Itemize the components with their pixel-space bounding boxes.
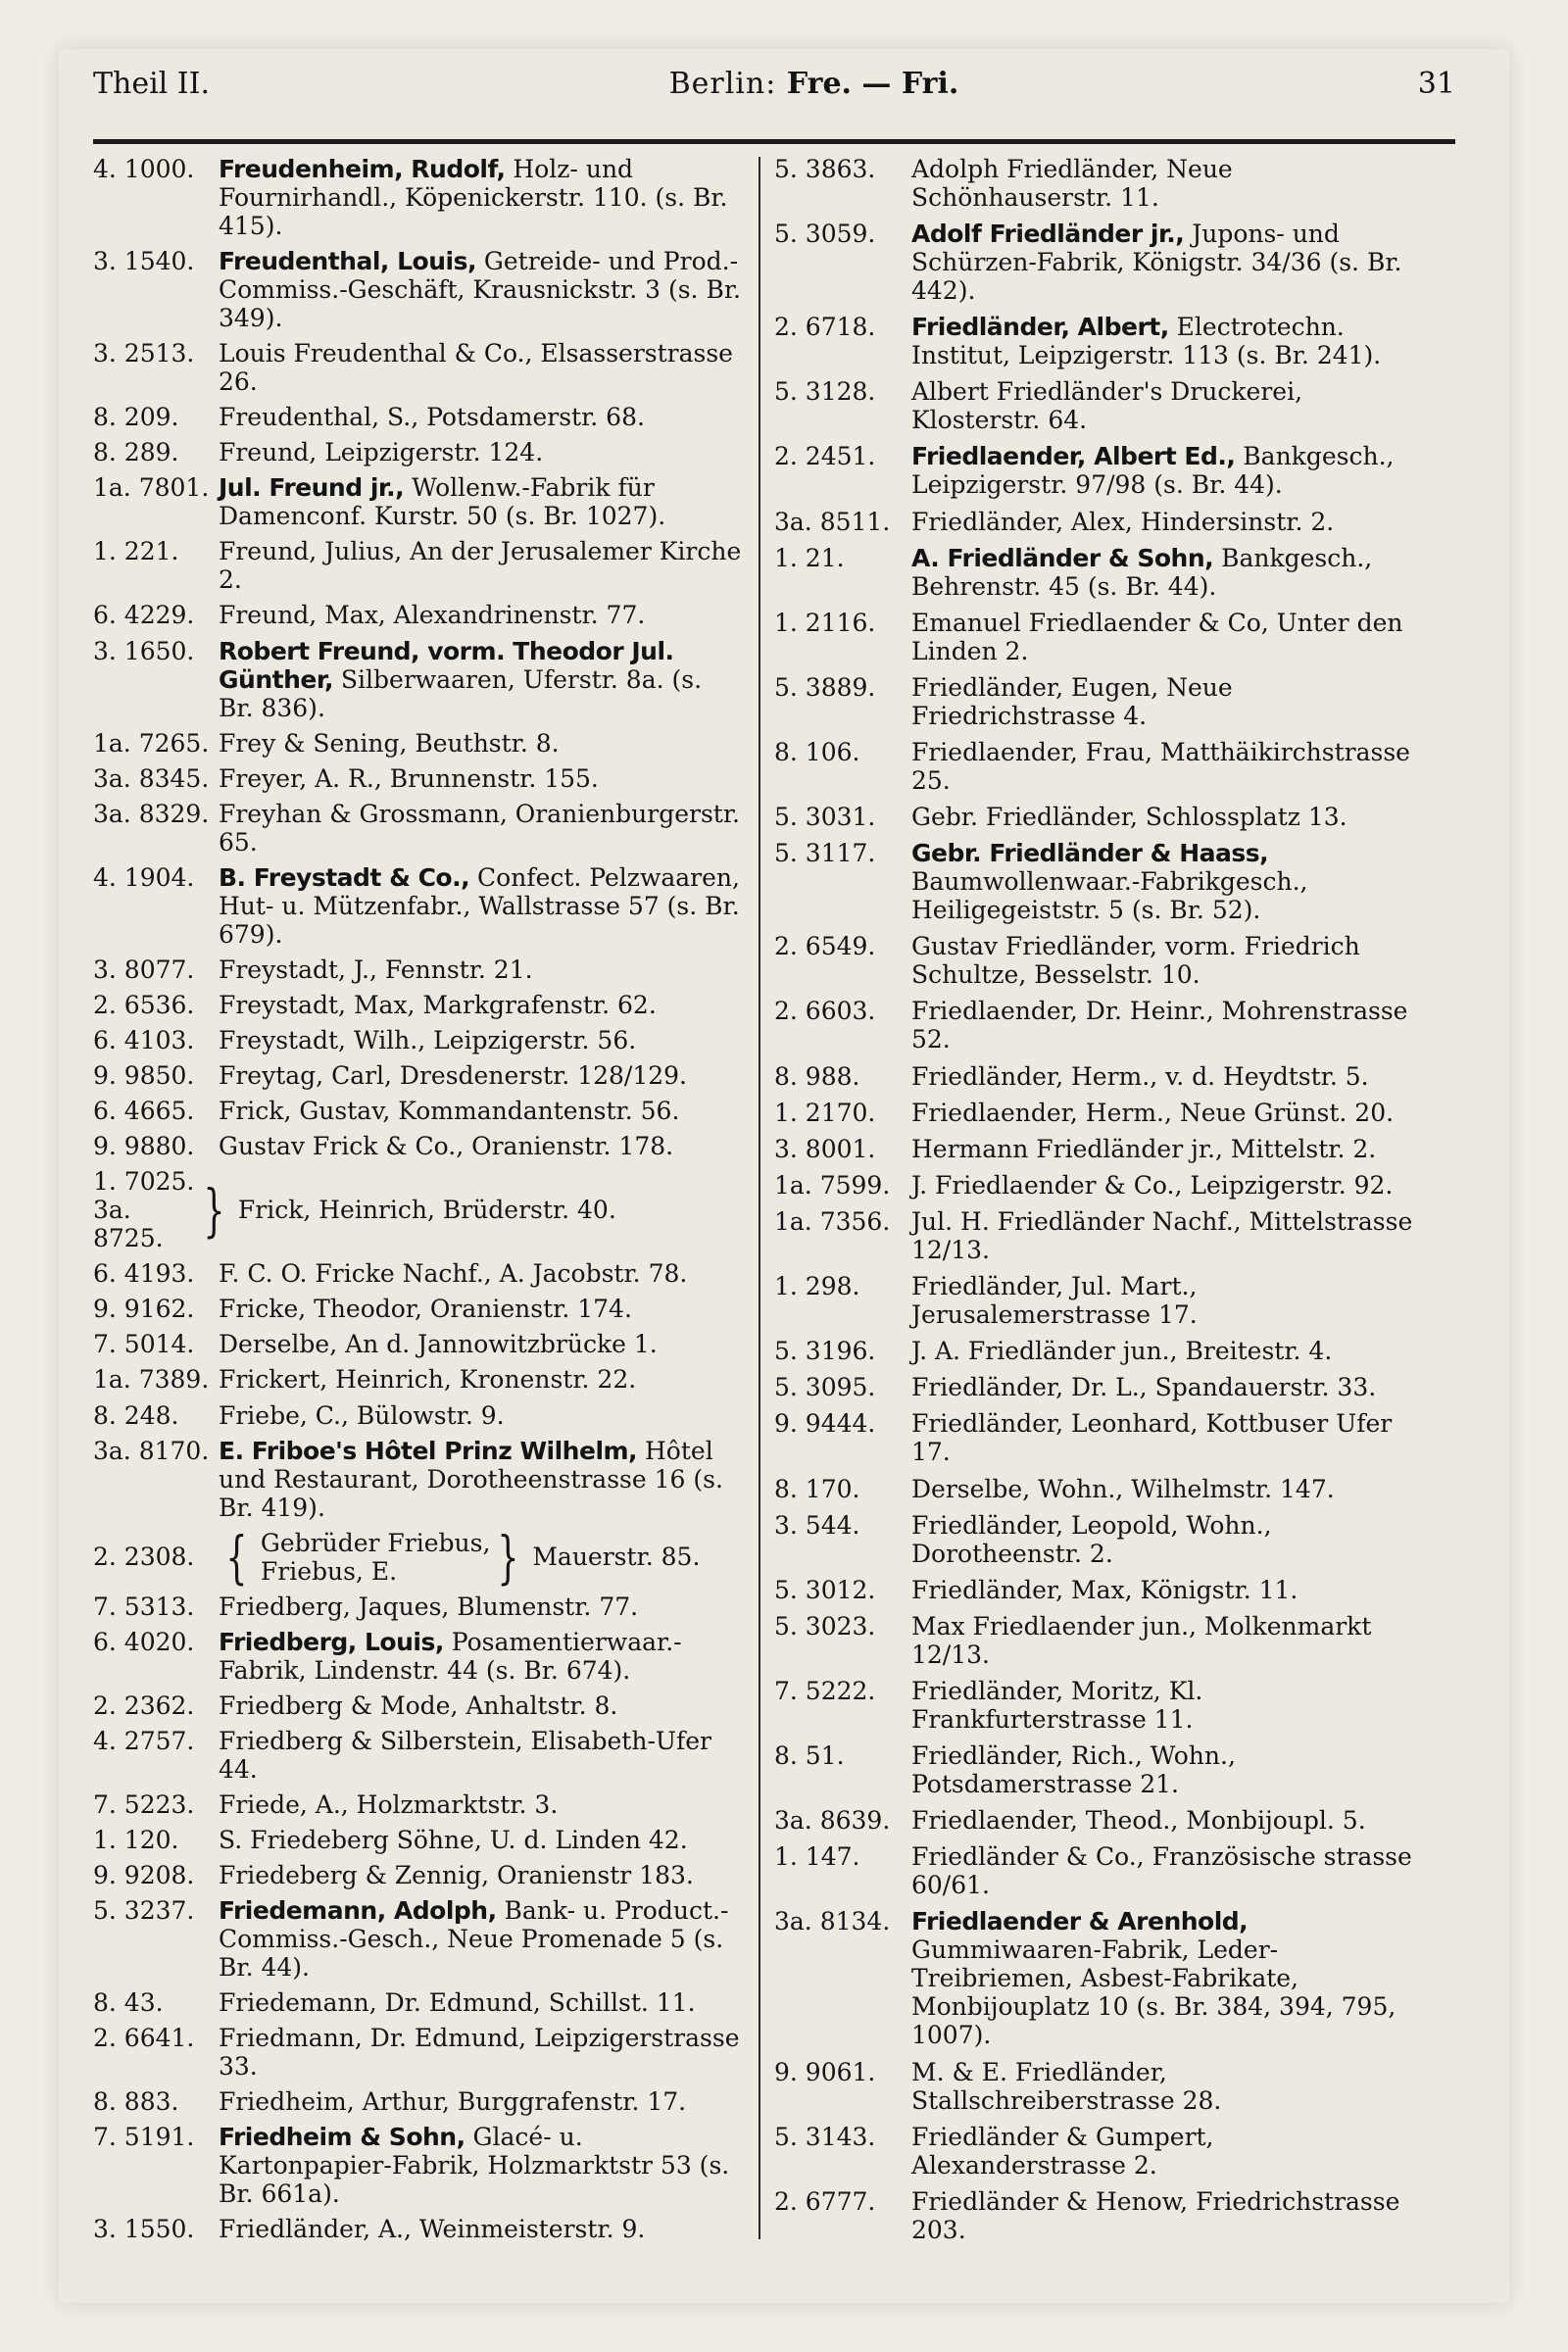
- entry-text: Freyer, A. R., Brunnenstr. 155.: [219, 763, 599, 793]
- entry-text: Friedberg, Louis, Posamentierwaar.-Fabrik, Lindenstr. 44 (s. Br. 674).: [219, 1627, 682, 1685]
- entry-text: Frey & Sening, Beuthstr. 8.: [219, 728, 560, 758]
- directory-entry: [774, 155, 1419, 212]
- directory-entry: [93, 339, 742, 396]
- entry-firm-name: Friedberg, Louis,: [219, 1627, 444, 1656]
- phone-number: 2. 2362.: [93, 1690, 195, 1720]
- entry-text: Frick, Gustav, Kommandantenstr. 56.: [219, 1097, 680, 1126]
- entry-text: Emanuel Friedlaender & Co, Unter den Linden 2.: [911, 608, 1403, 665]
- phone-number: 5. 3031.: [774, 803, 876, 832]
- entry-text: Freystadt, J., Fennstr. 21.: [219, 955, 533, 984]
- phone-number: 8. 106.: [774, 737, 860, 766]
- directory-entry: [93, 800, 742, 857]
- phone-number: 9. 9850.: [93, 1061, 195, 1090]
- directory-entry: [93, 1437, 742, 1522]
- entry-firm-name: Freudenheim, Rudolf,: [219, 155, 506, 183]
- phone-number: 3a. 8329.: [93, 799, 210, 828]
- phone-number: 1a. 7265.: [93, 728, 210, 758]
- entry-name: Friebus, E.: [260, 1556, 398, 1586]
- entry-text: Friedländer, Herm., v. d. Heydtstr. 5.: [911, 1061, 1369, 1091]
- phone-number: 2. 2451.: [774, 442, 876, 471]
- directory-entry: [774, 932, 1419, 989]
- entry-text: Friebe, C., Bülowstr. 9.: [219, 1400, 505, 1430]
- phone-number: 3. 1650.: [93, 636, 195, 665]
- entry-text: J. A. Friedländer jun., Breitestr. 4.: [911, 1337, 1333, 1366]
- entry-text: Gebr. Friedländer, Schlossplatz 13.: [911, 803, 1348, 832]
- entry-text: Friedheim & Sohn, Glacé- u. Kartonpapier-Fabrik, Holzmarktstr 53 (s. Br. 661a).: [219, 2123, 730, 2209]
- entry-text: Friedländer, Albert, Electrotechn. Institut, Leipzigerstr. 113 (s. Br. 241).: [911, 313, 1382, 370]
- phone-number: 2. 6641.: [93, 2024, 195, 2053]
- directory-entry: [774, 544, 1419, 601]
- phone-number: 6. 4020.: [93, 1627, 195, 1656]
- entry-text: Freund, Max, Alexandrinenstr. 77.: [219, 601, 646, 630]
- brace-glyph: {: [225, 1523, 248, 1591]
- entry-firm-name: Friedemann, Adolph,: [219, 1896, 497, 1926]
- entry-text: Friedlaender, Albert Ed., Bankgesch., Leipzigerstr. 97/98 (s. Br. 44).: [911, 442, 1395, 500]
- phone-number: 7. 5313.: [93, 1592, 195, 1621]
- phone-number: 8. 51.: [774, 1741, 845, 1771]
- directory-entry: [93, 438, 742, 466]
- entry-text: B. Freystadt & Co., Confect. Pelzwaaren, Hut- u. Mützenfabr., Wallstrasse 57 (s. Br. 679).: [219, 862, 740, 949]
- directory-entry: [93, 1628, 742, 1685]
- directory-entry: [93, 2215, 742, 2243]
- phone-number: 9. 9880.: [93, 1132, 195, 1161]
- entry-text: Friedländer & Gumpert, Alexanderstrasse 2.: [911, 2122, 1214, 2180]
- phone-number: 9. 9208.: [93, 1861, 195, 1890]
- directory-entry: [93, 1097, 742, 1125]
- entry-text: Louis Freudenthal & Co., Elsasserstrasse 26.: [219, 339, 733, 397]
- phone-number: 5. 3059.: [774, 220, 876, 249]
- directory-entry: [774, 1099, 1419, 1127]
- page-number: 31: [1417, 67, 1455, 101]
- entry-text: Hermann Friedländer jr., Mittelstr. 2.: [911, 1134, 1377, 1163]
- directory-entry: [774, 313, 1419, 369]
- entry-firm-name: Jul. Freund jr.,: [219, 473, 405, 503]
- entry-text: Max Friedlaender jun., Molkenmarkt 12/13.: [911, 1611, 1372, 1669]
- directory-entry: [93, 1401, 742, 1430]
- directory-entry: [93, 764, 742, 793]
- entry-text: Friedländer, Max, Königstr. 11.: [911, 1575, 1298, 1604]
- directory-entry: [774, 2187, 1419, 2244]
- entry-text: Adolf Friedländer jr., Jupons- und Schürzen-Fabrik, Königstr. 34/36 (s. Br. 442).: [911, 220, 1402, 306]
- phone-number: 5. 3143.: [774, 2122, 876, 2151]
- entry-text: E. Friboe's Hôtel Prinz Wilhelm, Hôtel und Restaurant, Dorotheenstrasse 16 (s. Br. 419).: [219, 1436, 723, 1522]
- directory-entry: [774, 508, 1419, 536]
- entry-text: Friedländer, Dr. L., Spandauerstr. 33.: [911, 1373, 1377, 1402]
- header-section: Theil II.: [93, 67, 211, 101]
- entry-text: Friedländer, A., Weinmeisterstr. 9.: [219, 2215, 646, 2244]
- phone-number: 8. 289.: [93, 438, 179, 467]
- entry-firm-name: Friedheim & Sohn,: [219, 2123, 466, 2152]
- directory-entry: [774, 1062, 1419, 1091]
- directory-entry: [93, 1259, 742, 1288]
- phone-number: 6. 4103.: [93, 1025, 195, 1054]
- phone-number: 7. 5223.: [93, 1789, 195, 1819]
- phone-number: 5. 3128.: [774, 377, 876, 407]
- header-city: Berlin:: [668, 67, 777, 101]
- phone-number: 9. 9444.: [774, 1409, 876, 1439]
- page-header: [93, 67, 1455, 116]
- entry-text: Friedländer, Rich., Wohn., Potsdamerstrasse 21.: [911, 1741, 1236, 1799]
- entry-text: Friedmann, Dr. Edmund, Leipzigerstrasse 33.: [219, 2024, 740, 2082]
- phone-number: 2. 2308.: [93, 1543, 195, 1572]
- directory-entry: [774, 1409, 1419, 1466]
- entry-firm-name: B. Freystadt & Co.,: [219, 862, 470, 892]
- entry-text: Frick, Heinrich, Brüderstr. 40.: [237, 1196, 616, 1225]
- phone-number: 3. 8001.: [774, 1134, 876, 1163]
- phone-number: 5. 3117.: [774, 839, 876, 868]
- entry-text: Jul. H. Friedländer Nachf., Mittelstrasse 12/13.: [911, 1206, 1413, 1264]
- right-column: [774, 155, 1419, 2244]
- header-title: [669, 67, 959, 101]
- entry-text: Jul. Freund jr., Wollenw.-Fabrik für Damenconf. Kurstr. 50 (s. Br. 1027).: [219, 473, 666, 531]
- entry-text: A. Friedländer & Sohn, Bankgesch., Behrenstr. 45 (s. Br. 44).: [911, 543, 1373, 601]
- directory-entry: [774, 803, 1419, 831]
- entry-text: Gustav Frick & Co., Oranienstr. 178.: [219, 1132, 674, 1161]
- directory-entry: [774, 2058, 1419, 2115]
- directory-entry: [774, 673, 1419, 730]
- directory-entry: [93, 2024, 742, 2081]
- phone-number: 1. 147.: [774, 1842, 860, 1872]
- phone-number: 3a. 8725.: [93, 1196, 164, 1253]
- directory-entry: [93, 473, 742, 530]
- brace-glyph: }: [497, 1523, 519, 1591]
- phone-number: 3a. 8511.: [774, 507, 891, 536]
- directory-entry: [93, 2123, 742, 2208]
- entry-text: Frickert, Heinrich, Kronenstr. 22.: [219, 1365, 637, 1395]
- phone-number: 2. 6536.: [93, 990, 195, 1019]
- phone-number: 1a. 7389.: [93, 1365, 210, 1395]
- phone-number: 3a. 8170.: [93, 1436, 210, 1465]
- directory-entry: [774, 1475, 1419, 1503]
- directory-entry: [93, 601, 742, 629]
- entry-text: Freudenthal, S., Potsdamerstr. 68.: [219, 403, 645, 432]
- directory-entry: [774, 1337, 1419, 1365]
- entry-firm-name: E. Friboe's Hôtel Prinz Wilhelm,: [219, 1436, 638, 1465]
- phone-number: 7. 5014.: [93, 1330, 195, 1359]
- entry-text: Freund, Julius, An der Jerusalemer Kirche 2.: [219, 537, 742, 595]
- entry-text: Friedlaender, Frau, Matthäikirchstrasse 25.: [911, 737, 1410, 795]
- entry-text: Freund, Leipzigerstr. 124.: [219, 438, 544, 467]
- directory-entry: [93, 155, 742, 240]
- phone-number: 5. 3237.: [93, 1896, 195, 1926]
- directory-entry: [774, 442, 1419, 499]
- directory-entry: [774, 1806, 1419, 1835]
- phone-number: 1. 2170.: [774, 1098, 876, 1127]
- entry-text: Freudenheim, Rudolf, Holz- und Fournirhandl., Köpenickerstr. 110. (s. Br. 415).: [219, 155, 728, 240]
- phone-number: 9. 9162.: [93, 1295, 195, 1324]
- phone-number: 5. 3863.: [774, 155, 876, 183]
- directory-entry: [774, 1272, 1419, 1329]
- entry-firm-name: Freudenthal, Louis,: [219, 247, 476, 276]
- entry-text: Friedländer & Co., Französische strasse 60/61.: [911, 1842, 1412, 1900]
- entry-firm-name: A. Friedländer & Sohn,: [911, 543, 1214, 572]
- directory-entry: [93, 537, 742, 594]
- entry-numbers: [93, 1167, 196, 1252]
- entry-text: Friedländer, Leopold, Wohn., Dorotheenstr. 2.: [911, 1510, 1272, 1568]
- entry-text: M. & E. Friedländer, Stallschreiberstrasse 28.: [911, 2057, 1222, 2115]
- entry-text: J. Friedlaender & Co., Leipzigerstr. 92.: [911, 1170, 1394, 1200]
- phone-number: 5. 3889.: [774, 672, 876, 702]
- directory-entry: [93, 1592, 742, 1621]
- directory-entry: [93, 1132, 742, 1160]
- directory-entry: [93, 247, 742, 332]
- directory-entry: [774, 1677, 1419, 1734]
- phone-number: 2. 6549.: [774, 932, 876, 961]
- directory-entry: [93, 1691, 742, 1720]
- entry-text: Friedländer, Jul. Mart., Jerusalemerstrasse 17.: [911, 1272, 1198, 1330]
- directory-entry: [774, 1842, 1419, 1899]
- phone-number: 4. 1000.: [93, 155, 195, 183]
- directory-entry: [774, 220, 1419, 305]
- phone-number: 2. 6777.: [774, 2186, 876, 2216]
- entry-text: S. Friedeberg Söhne, U. d. Linden 42.: [219, 1826, 688, 1854]
- phone-number: 6. 4665.: [93, 1097, 195, 1126]
- phone-number: 7. 5222.: [774, 1676, 876, 1705]
- entry-names: [261, 1529, 491, 1586]
- header-rule: [93, 139, 1455, 144]
- directory-entry: [774, 997, 1419, 1054]
- phone-number: 4. 2757.: [93, 1726, 195, 1755]
- entry-text: Friedländer, Eugen, Neue Friedrichstrasse 4.: [911, 672, 1233, 730]
- directory-entry: [93, 863, 742, 949]
- directory-entry: [93, 1365, 742, 1394]
- directory-entry: [93, 991, 742, 1019]
- entry-firm-name: Friedlaender, Albert Ed.,: [911, 442, 1236, 471]
- directory-entry: [774, 1171, 1419, 1200]
- entry-text: Friedländer, Leonhard, Kottbuser Ufer 17.: [911, 1409, 1393, 1467]
- phone-number: 3. 1540.: [93, 247, 195, 276]
- directory-entry: [93, 1330, 742, 1358]
- entry-text: Adolph Friedländer, Neue Schönhauserstr. 11.: [911, 155, 1233, 212]
- entry-text: Freyhan & Grossmann, Oranienburgerstr. 65.: [219, 799, 740, 857]
- entry-text: Friedländer & Henow, Friedrichstrasse 203.: [911, 2186, 1400, 2244]
- directory-entry: [774, 609, 1419, 665]
- phone-number: 2. 6603.: [774, 997, 876, 1026]
- entry-text: Gustav Friedländer, vorm. Friedrich Schultze, Besselstr. 10.: [911, 932, 1360, 990]
- entry-text: Friedländer, Alex, Hindersinstr. 2.: [911, 507, 1335, 536]
- phone-number: 1a. 7356.: [774, 1206, 891, 1236]
- entry-firm-name: Adolf Friedländer jr.,: [911, 220, 1185, 249]
- phone-number: 5. 3012.: [774, 1575, 876, 1604]
- entry-text: Fricke, Theodor, Oranienstr. 174.: [219, 1295, 632, 1324]
- entry-text: Freudenthal, Louis, Getreide- und Prod.-Commiss.-Geschäft, Krausnickstr. 3 (s. Br. 349).: [219, 247, 741, 333]
- phone-number: 7. 5191.: [93, 2123, 195, 2152]
- directory-entry: [93, 1790, 742, 1819]
- directory-entry: [774, 1907, 1419, 2049]
- phone-number: 3. 1550.: [93, 2215, 195, 2244]
- directory-entry: [93, 2087, 742, 2116]
- entry-text: Friedlaender, Theod., Monbijoupl. 5.: [911, 1806, 1366, 1836]
- entry-name: Gebrüder Friebus,: [260, 1528, 491, 1557]
- phone-number: 1. 298.: [774, 1272, 860, 1301]
- directory-entry: [774, 1741, 1419, 1798]
- header-range: Fre. — Fri.: [786, 67, 959, 101]
- entry-text: Albert Friedländer's Druckerei, Klosterstr. 64.: [911, 377, 1303, 435]
- directory-entry: [774, 1576, 1419, 1604]
- entry-text: Friedeberg & Zennig, Oranienstr 183.: [219, 1861, 694, 1890]
- directory-entry: [93, 1896, 742, 1982]
- left-column: [93, 155, 742, 2244]
- entry-text: Freytag, Carl, Dresdenerstr. 128/129.: [219, 1061, 687, 1090]
- phone-number: 8. 209.: [93, 403, 179, 432]
- entry-firm-name: Robert Freund, vorm. Theodor Jul. Günther,: [219, 636, 674, 694]
- directory-entry: [93, 1727, 742, 1784]
- entry-text: Friedlaender, Dr. Heinr., Mohrenstrasse 52.: [911, 997, 1408, 1054]
- directory-entry: [93, 1861, 742, 1889]
- entry-text: Friedberg, Jaques, Blumenstr. 77.: [219, 1592, 639, 1621]
- directory-entry: [93, 729, 742, 758]
- directory-entry: [93, 637, 742, 722]
- directory-entry: [774, 1373, 1419, 1401]
- phone-number: 8. 883.: [93, 2087, 179, 2117]
- phone-number: 3. 2513.: [93, 339, 195, 368]
- directory-entry: [93, 1988, 742, 2017]
- phone-number: 3. 544.: [774, 1510, 860, 1540]
- phone-number: 3a. 8639.: [774, 1806, 891, 1836]
- phone-number: 8. 170.: [774, 1474, 860, 1503]
- entry-firm-name: Friedlaender & Arenhold,: [911, 1907, 1249, 1936]
- phone-number: 1a. 7599.: [774, 1170, 891, 1200]
- phone-number: 2. 6718.: [774, 313, 876, 342]
- phone-number: 8. 43.: [93, 1988, 164, 2018]
- directory-entry: [93, 1295, 742, 1323]
- phone-number: 1. 120.: [93, 1826, 179, 1854]
- phone-number: 6. 4193.: [93, 1259, 195, 1289]
- directory-entry: [774, 1612, 1419, 1669]
- directory-entry: [93, 1523, 742, 1591]
- phone-number: 1. 2116.: [774, 608, 876, 637]
- entry-firm-name: Friedländer, Albert,: [911, 313, 1169, 342]
- directory-entry: [93, 956, 742, 984]
- phone-number: 4. 1904.: [93, 862, 195, 892]
- directory-entry: [774, 839, 1419, 924]
- phone-number: 8. 988.: [774, 1061, 860, 1091]
- entry-text: Friedländer, Moritz, Kl. Frankfurterstrasse 11.: [911, 1676, 1203, 1734]
- phone-number: 3. 8077.: [93, 955, 195, 984]
- phone-number: 6. 4229.: [93, 601, 195, 630]
- entry-text: Mauerstr. 85.: [532, 1543, 701, 1572]
- phone-number: 1. 21.: [774, 543, 845, 572]
- entry-text: Derselbe, An d. Jannowitzbrücke 1.: [219, 1330, 658, 1359]
- phone-number: 1. 7025.: [93, 1167, 195, 1197]
- phone-number: 1. 221.: [93, 537, 179, 566]
- phone-number: 5. 3095.: [774, 1373, 876, 1402]
- entry-text: F. C. O. Fricke Nachf., A. Jacobstr. 78.: [219, 1259, 688, 1289]
- entry-text: Robert Freund, vorm. Theodor Jul. Günther, Silberwaaren, Uferstr. 8a. (s. Br. 836).: [219, 636, 703, 722]
- entry-text: Freystadt, Wilh., Leipzigerstr. 56.: [219, 1025, 637, 1054]
- entry-text: Friedemann, Adolph, Bank- u. Product.-Commiss.-Gesch., Neue Promenade 5 (s. Br. 44).: [219, 1896, 729, 1983]
- entry-firm-name: Gebr. Friedländer & Haass,: [911, 839, 1269, 868]
- phone-number: 8. 248.: [93, 1400, 179, 1430]
- phone-number: 1a. 7801.: [93, 473, 210, 503]
- column-divider: [759, 157, 760, 2239]
- directory-entry: [774, 738, 1419, 795]
- brace-glyph: }: [203, 1176, 225, 1244]
- phone-number: 3a. 8134.: [774, 1907, 891, 1936]
- entry-text: Friedemann, Dr. Edmund, Schillst. 11.: [219, 1988, 696, 2018]
- directory-entry: [93, 1061, 742, 1090]
- directory-entry: [93, 1026, 742, 1054]
- entry-text: Friedlaender & Arenhold, Gummiwaaren-Fabrik, Leder-Treibriemen, Asbest-Fabrikate, Monbijouplatz 10 (s. Br. 384, 394, 795, 1007).: [911, 1907, 1396, 2050]
- directory-entry: [774, 2123, 1419, 2180]
- entry-text: Friedlaender, Herm., Neue Grünst. 20.: [911, 1098, 1395, 1127]
- phone-number: 3a. 8345.: [93, 763, 210, 793]
- directory-entry: [774, 377, 1419, 434]
- entry-text: Friede, A., Holzmarktstr. 3.: [219, 1789, 559, 1819]
- directory-entry: [93, 1826, 742, 1854]
- directory-entry: [774, 1511, 1419, 1568]
- directory-entry: [93, 403, 742, 431]
- entry-text: Friedberg & Mode, Anhaltstr. 8.: [219, 1690, 618, 1720]
- entry-text: Freystadt, Max, Markgrafenstr. 62.: [219, 990, 657, 1019]
- directory-entry: [93, 1167, 742, 1252]
- entry-text: Derselbe, Wohn., Wilhelmstr. 147.: [911, 1474, 1335, 1503]
- directory-entry: [774, 1207, 1419, 1264]
- directory-entry: [774, 1135, 1419, 1163]
- phone-number: 5. 3023.: [774, 1611, 876, 1641]
- phone-number: 9. 9061.: [774, 2057, 876, 2086]
- entry-text: Friedberg & Silberstein, Elisabeth-Ufer 44.: [219, 1726, 711, 1784]
- entry-text: Gebr. Friedländer & Haass, Baumwollenwaar.-Fabrikgesch., Heiligegeiststr. 5 (s. Br. 52).: [911, 839, 1308, 925]
- phone-number: 5. 3196.: [774, 1337, 876, 1366]
- entry-text: Friedheim, Arthur, Burggrafenstr. 17.: [219, 2087, 687, 2117]
